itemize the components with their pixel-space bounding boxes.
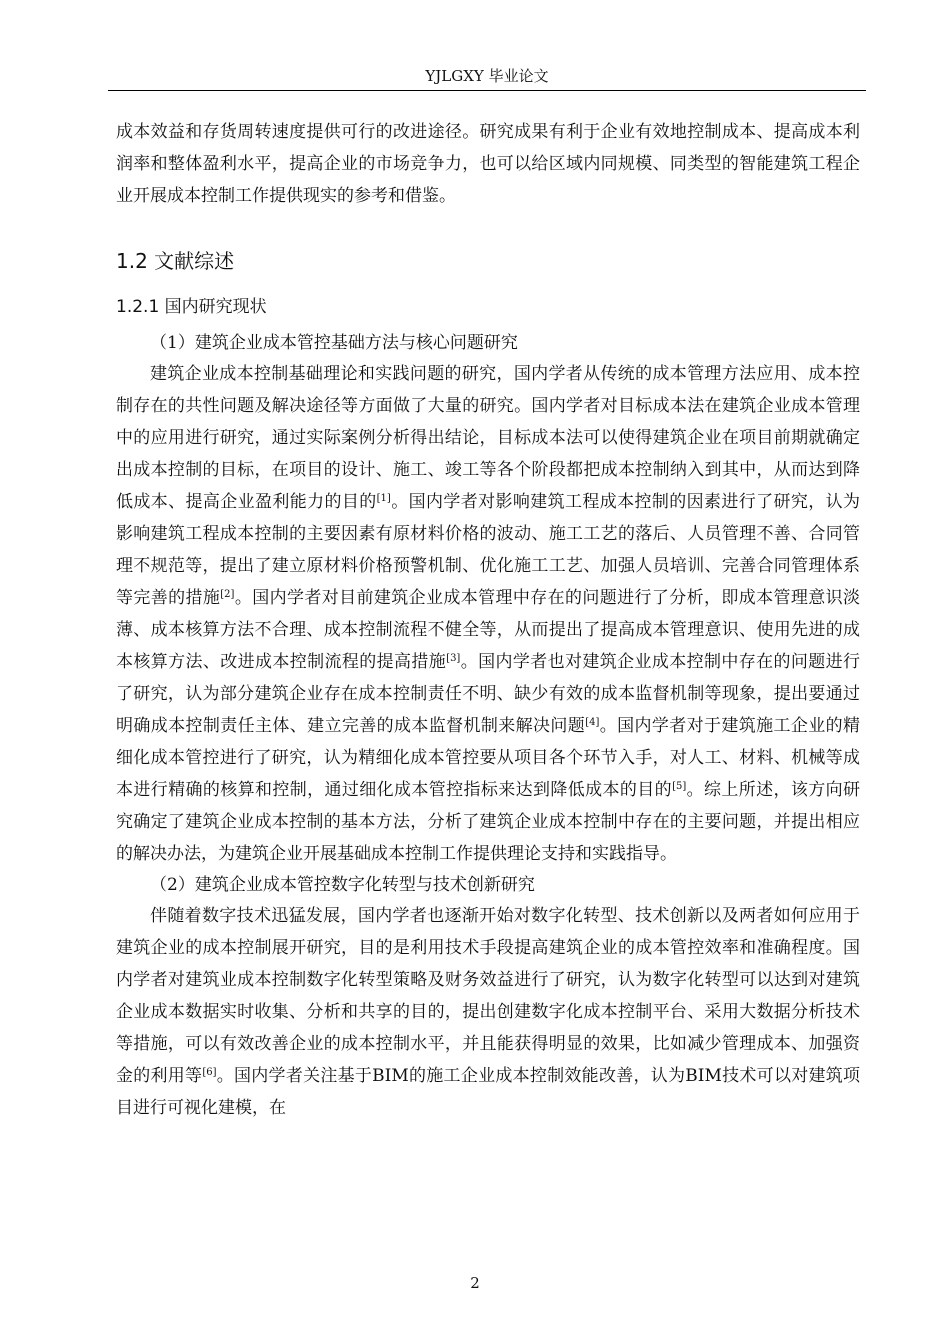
intro-paragraph: 成本效益和存货周转速度提供可行的改进途径。研究成果有利于企业有效地控制成本、提高成本利润率和整体盈利水平，提高企业的市场竞争力，也可以给区域内同规模、同类型的智能建筑工程企业开展成本控制工作提供现实的参考和借鉴。 [116, 122, 860, 206]
citation-ref: [6] [202, 1067, 217, 1078]
text-run: 。国内学者对于建筑施工企业的精细化成本管控进行了研究，认为精细化成本管控要从项目各个环节入手，对人工、材料、机械等成本进行精确的核算和控制，通过细化成本管控指标来达到降低成本的目的 [116, 716, 861, 800]
section-heading: 1.2 文献综述 [116, 249, 235, 273]
citation-ref: [2] [220, 589, 235, 600]
text-run: 。国内学者对影响建筑工程成本控制的因素进行了研究，认为影响建筑工程成本控制的主要因素有原材料价格的波动、施工工艺的落后、人员管理不善、合同管理不规范等，提出了建立原材料价格预警机制、优化施工工艺、加强人员培训、完善合同管理体系等完善的措施 [116, 492, 861, 608]
item-heading-2: （2）建筑企业成本管控数字化转型与技术创新研究 [150, 875, 535, 895]
text-run: 。国内学者关注基于BIM的施工企业成本控制效能改善，认为BIM技术可以对建筑项目进行可视化建模，在 [116, 1066, 860, 1118]
subsection-heading: 1.2.1 国内研究现状 [116, 297, 267, 317]
citation-ref: [1] [376, 493, 391, 504]
text-run: 。国内学者也对建筑企业成本控制中存在的问题进行了研究，认为部分建筑企业存在成本控制责任不明、缺少有效的成本监督机制等现象，提出要通过明确成本控制责任主体、建立完善的成本监督机制来解决问题 [116, 652, 861, 736]
item-1-paragraph [116, 358, 860, 870]
text-run: 伴随着数字技术迅猛发展，国内学者也逐渐开始对数字化转型、技术创新以及两者如何应用于建筑企业的成本控制展开研究，目的是利用技术手段提高建筑企业的成本管控效率和准确程度。国内学者对建筑业成本控制数字化转型策略及财务效益进行了研究，认为数字化转型可以达到对建筑企业成本数据实时收集、分析和共享的目的，提出创建数字化成本控制平台、采用大数据分析技术等措施，可以有效改善企业的成本控制水平，并且能获得明显的效果，比如减少管理成本、加强资金的利用等 [116, 906, 860, 1086]
item-heading-1: （1）建筑企业成本管控基础方法与核心问题研究 [150, 333, 518, 353]
item-2-paragraph [116, 900, 860, 1124]
citation-ref: [5] [672, 781, 687, 792]
text-run: 。国内学者对目前建筑企业成本管理中存在的问题进行了分析，即成本管理意识淡薄、成本核算方法不合理、成本控制流程不健全等，从而提出了提高成本管理意识、使用先进的成本核算方法、改进成本控制流程的提高措施 [116, 588, 861, 672]
citation-ref: [4] [585, 717, 600, 728]
page-number: 2 [470, 1274, 480, 1292]
text-run: 建筑企业成本控制基础理论和实践问题的研究，国内学者从传统的成本管理方法应用、成本控制存在的共性问题及解决途径等方面做了大量的研究。国内学者对目标成本法在建筑企业成本管理中的应用进行研究，通过实际案例分析得出结论，目标成本法可以使得建筑企业在项目前期就确定出成本控制的目标，在项目的设计、施工、竣工等各个阶段都把成本控制纳入到其中，从而达到降低成本、提高企业盈利能力的目的 [116, 364, 860, 512]
page-body [116, 116, 860, 1124]
running-header: YJLGXY 毕业论文 [425, 67, 549, 85]
citation-ref: [3] [446, 653, 461, 664]
text-run: 。综上所述，该方向研究确定了建筑企业成本控制的基本方法，分析了建筑企业成本控制中存在的主要问题，并提出相应的解决办法，为建筑企业开展基础成本控制工作提供理论支持和实践指导。 [116, 780, 861, 864]
header-rule [108, 90, 866, 91]
